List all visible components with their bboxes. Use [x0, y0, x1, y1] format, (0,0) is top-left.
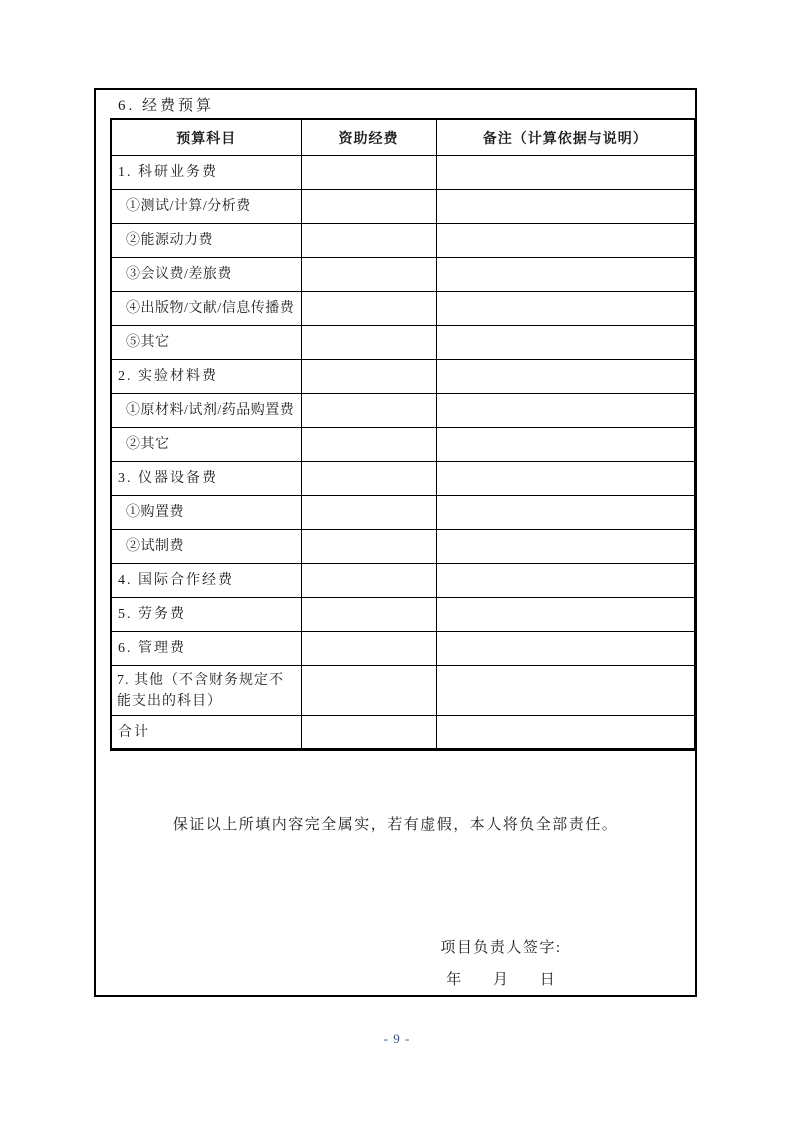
note-cell [436, 224, 695, 258]
note-cell [436, 190, 695, 224]
table-row-total [111, 716, 695, 750]
note-cell [436, 156, 695, 190]
note-cell [436, 292, 695, 326]
row-label: 4. 国际合作经费 [111, 564, 301, 598]
funding-cell [301, 292, 436, 326]
row-label: 6. 管理费 [111, 632, 301, 666]
funding-cell [301, 462, 436, 496]
note-cell [436, 632, 695, 666]
table-row [111, 292, 695, 326]
note-cell [436, 530, 695, 564]
signature-date-line: 年 月 日 [446, 972, 556, 988]
col-header-notes: 备注（计算依据与说明） [436, 119, 695, 156]
note-cell [436, 564, 695, 598]
table-row [111, 156, 695, 190]
signature-block [396, 938, 606, 990]
row-label: 5. 劳务费 [111, 598, 301, 632]
table-row [111, 224, 695, 258]
row-label-total: 合计 [111, 716, 301, 750]
note-cell [436, 326, 695, 360]
funding-cell [301, 530, 436, 564]
note-cell [436, 360, 695, 394]
col-header-funding: 资助经费 [301, 119, 436, 156]
row-label: 2. 实验材料费 [111, 360, 301, 394]
row-label: 1. 科研业务费 [111, 156, 301, 190]
note-cell [436, 496, 695, 530]
row-label: ①原材料/试剂/药品购置费 [111, 394, 301, 428]
table-row [111, 496, 695, 530]
funding-cell [301, 632, 436, 666]
table-header-row [111, 119, 695, 156]
funding-cell [301, 360, 436, 394]
row-label: ③会议费/差旅费 [111, 258, 301, 292]
funding-cell [301, 428, 436, 462]
note-cell [436, 598, 695, 632]
funding-cell [301, 598, 436, 632]
row-label: ②能源动力费 [111, 224, 301, 258]
row-label: ①购置费 [111, 496, 301, 530]
section-title: 6. 经费预算 [118, 98, 215, 114]
funding-cell [301, 564, 436, 598]
funding-cell [301, 326, 436, 360]
table-row [111, 598, 695, 632]
table-row [111, 564, 695, 598]
row-label: ④出版物/文献/信息传播费 [111, 292, 301, 326]
table-row [111, 666, 695, 716]
signature-label: 项目负责人签字: [440, 940, 562, 956]
form-border-box [94, 88, 697, 997]
declaration-text: 保证以上所填内容完全属实，若有虚假，本人将负全部责任。 [172, 817, 619, 833]
funding-cell [301, 224, 436, 258]
row-label: ②其它 [111, 428, 301, 462]
table-row [111, 632, 695, 666]
note-cell [436, 258, 695, 292]
page-number: - 9 - [383, 1031, 411, 1046]
table-row [111, 530, 695, 564]
col-header-subject: 预算科目 [111, 119, 301, 156]
row-label: 3. 仪器设备费 [111, 462, 301, 496]
note-cell [436, 462, 695, 496]
table-row [111, 258, 695, 292]
table-row [111, 428, 695, 462]
table-row [111, 360, 695, 394]
funding-cell [301, 496, 436, 530]
budget-table [110, 118, 696, 751]
note-cell [436, 428, 695, 462]
row-label: ①测试/计算/分析费 [111, 190, 301, 224]
row-label: ②试制费 [111, 530, 301, 564]
funding-cell [301, 394, 436, 428]
table-row [111, 462, 695, 496]
table-row [111, 190, 695, 224]
funding-cell [301, 666, 436, 716]
funding-cell [301, 716, 436, 750]
note-cell [436, 716, 695, 750]
funding-cell [301, 258, 436, 292]
row-label: 7. 其他（不含财务规定不能支出的科目） [111, 666, 301, 716]
note-cell [436, 394, 695, 428]
note-cell [436, 666, 695, 716]
table-row [111, 394, 695, 428]
row-label: ⑤其它 [111, 326, 301, 360]
funding-cell [301, 190, 436, 224]
table-row [111, 326, 695, 360]
funding-cell [301, 156, 436, 190]
